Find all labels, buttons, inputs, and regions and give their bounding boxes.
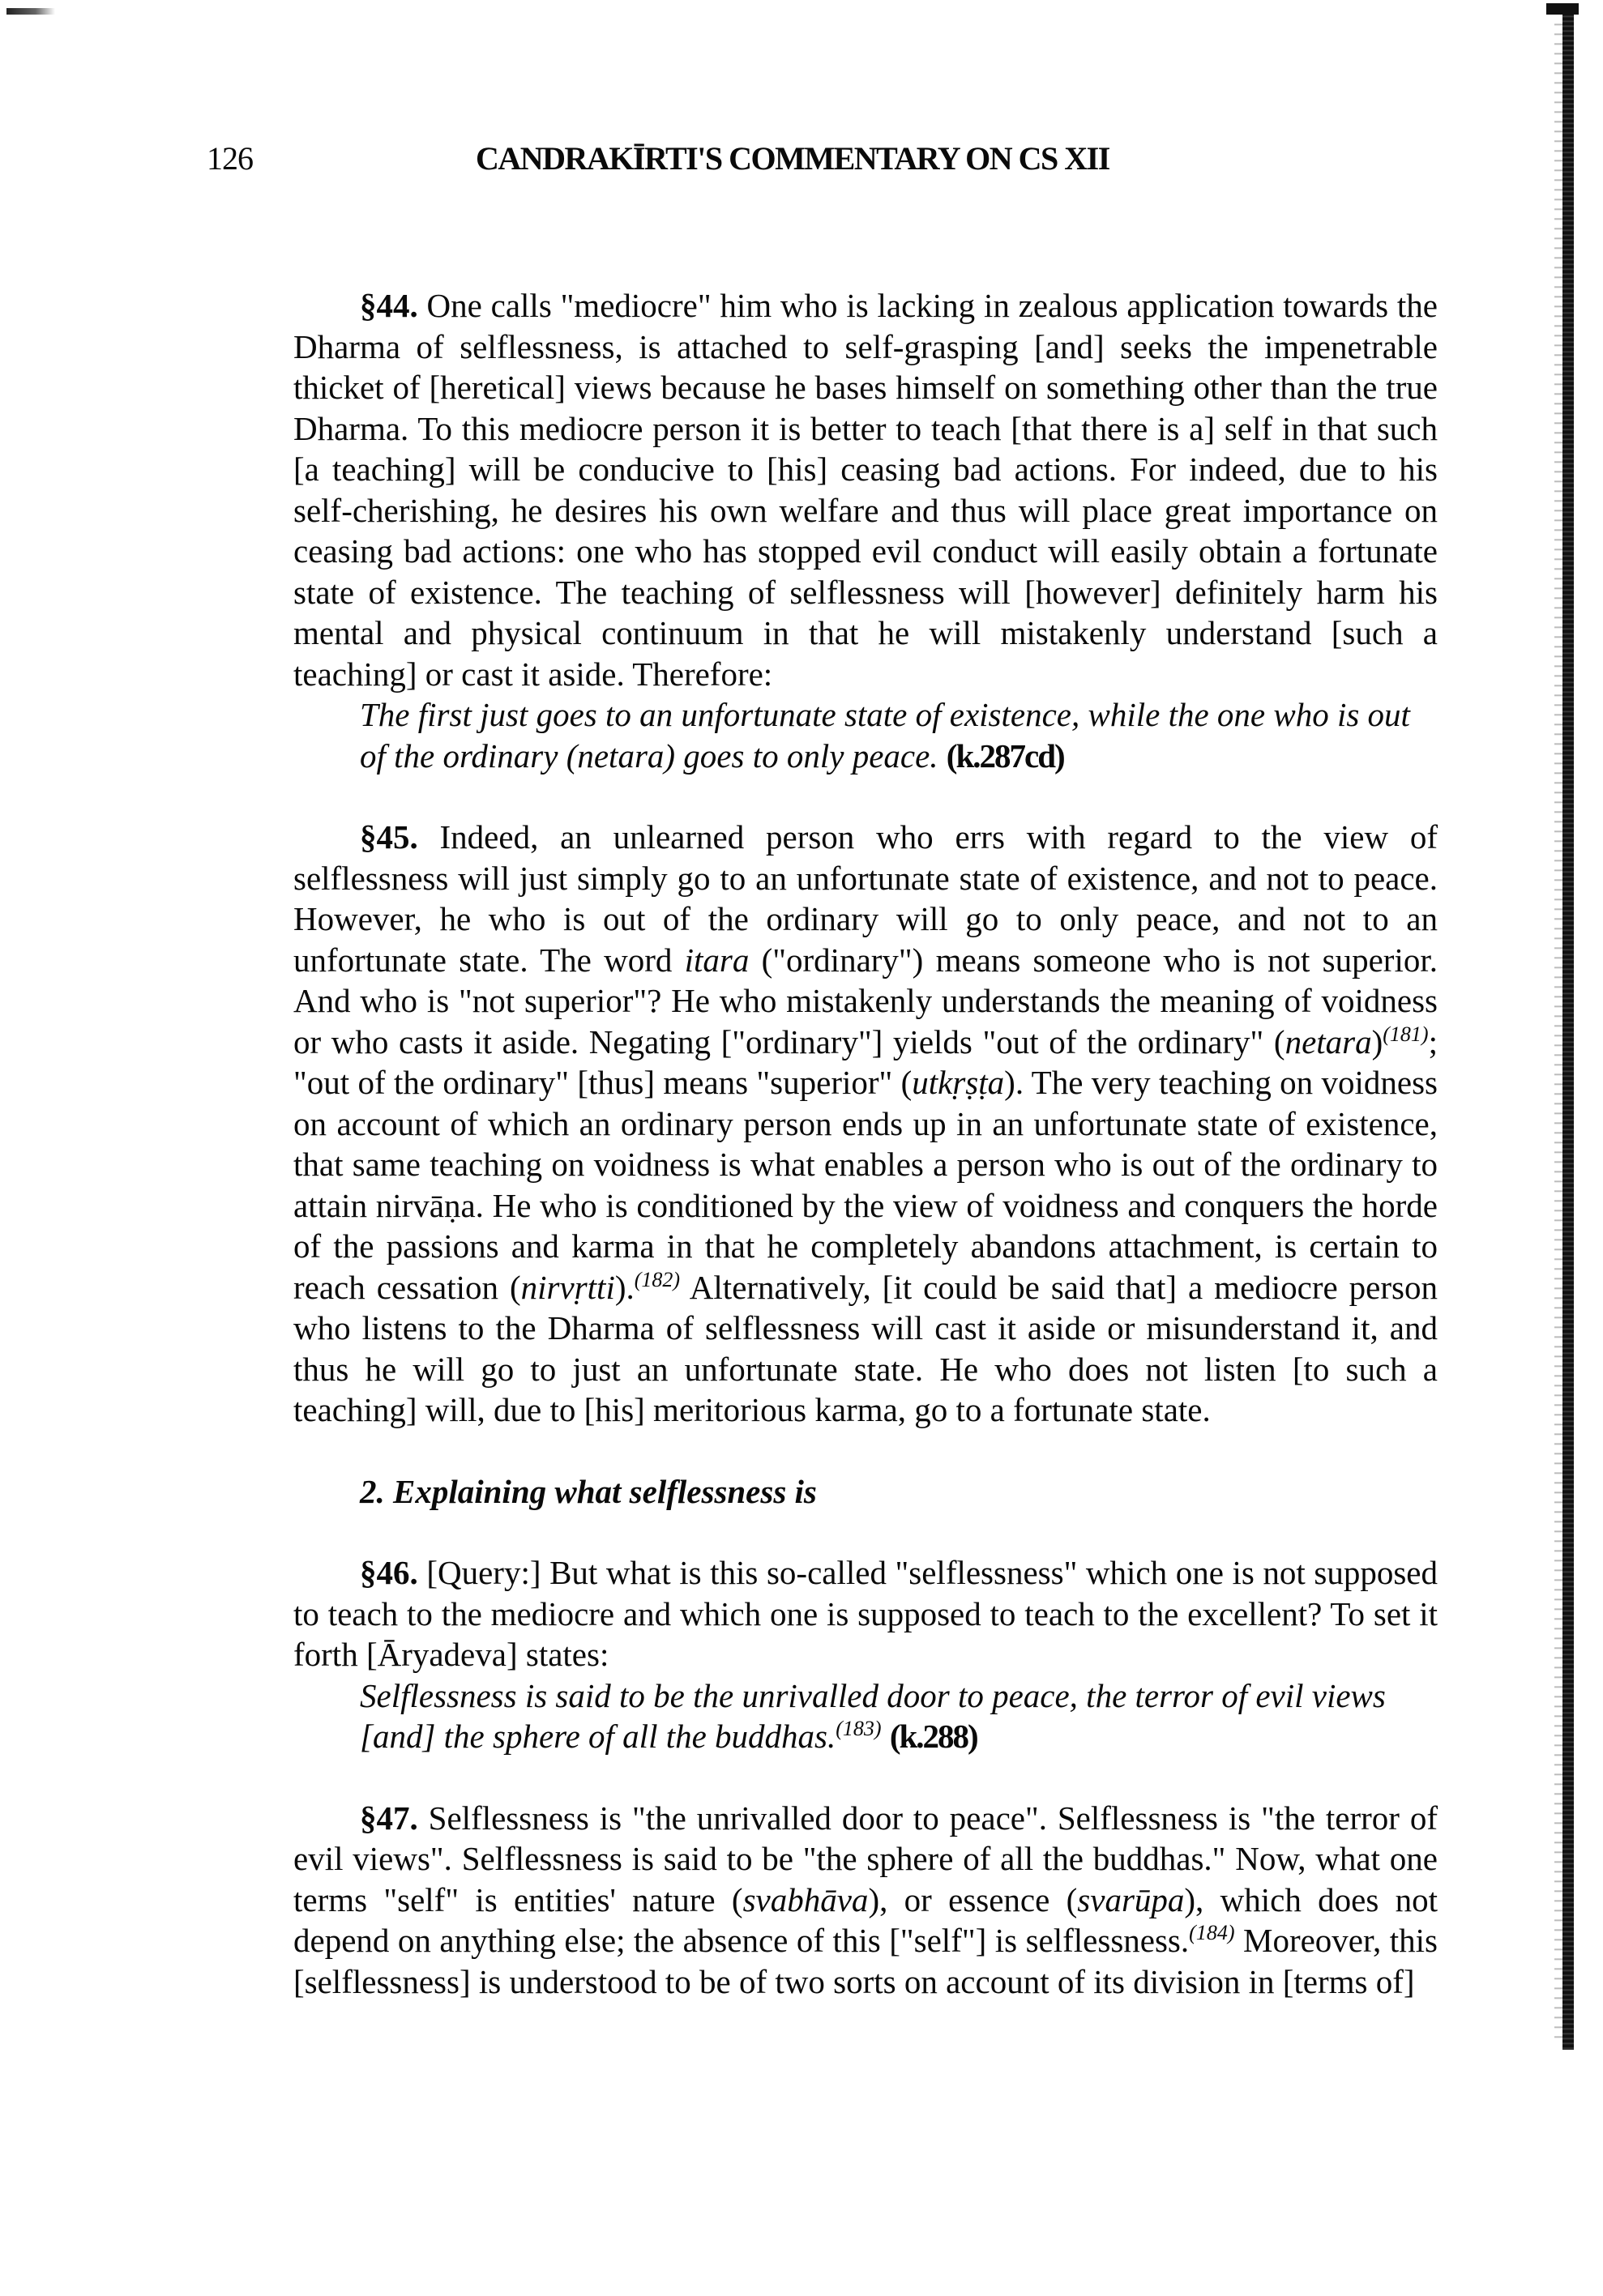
verse-k288 bbox=[293, 1675, 1438, 1757]
running-title: CANDRAKĪRTI'S COMMENTARY ON CS XII bbox=[476, 140, 1109, 177]
verse-k287cd bbox=[293, 694, 1438, 776]
paragraph-text: ). bbox=[614, 1268, 635, 1306]
section-label: §44. bbox=[360, 287, 418, 324]
page-number: 126 bbox=[207, 140, 253, 177]
verse-text: The first just goes to an unfortunate state of existence, while the one who is out of the ordinary (netara) goes to only peace. bbox=[360, 696, 1410, 775]
paragraph-46 bbox=[293, 1552, 1438, 1675]
paragraph-44 bbox=[293, 285, 1438, 694]
paragraph-47 bbox=[293, 1798, 1438, 2003]
paragraph-text: ), which does not depend on anything else; the absence of this ["self"] is selflessness. bbox=[293, 1880, 1438, 1959]
verse-reference: (k.287cd) bbox=[946, 736, 1064, 775]
sanskrit-term: nirvṛtti bbox=[520, 1268, 615, 1306]
footnote-ref-184[interactable]: (184) bbox=[1189, 1921, 1235, 1944]
scan-binding-shadow bbox=[1554, 16, 1562, 2042]
verse-text: Selflessness is said to be the unrivalled door to peace, the terror of evil views [and] the sphere of all the buddhas. bbox=[360, 1676, 1386, 1755]
paragraph-text: Selflessness is "the unrivalled door to peace". Selflessness is "the terror of evil views". Selflessness is said to be "the sphere of all the buddhas." Now, what one terms "self" is entities' nature ( bbox=[293, 1799, 1438, 1918]
spacer bbox=[293, 1512, 1438, 1552]
spacer bbox=[293, 1431, 1438, 1471]
scan-binding-edge bbox=[1562, 3, 1574, 2050]
footnote-ref-183[interactable]: (183) bbox=[836, 1717, 882, 1740]
sanskrit-term: utkṛṣṭa bbox=[912, 1064, 1005, 1101]
paragraph-text: ("ordinary") means someone who is not superior. And who is "not superior"? He who mistakenly understands the meaning of voidness or who casts it aside. Negating ["ordinary"] yields "out of the ordinary" ( bbox=[293, 941, 1438, 1061]
section-label: §46. bbox=[360, 1554, 418, 1591]
paragraph-text: ) bbox=[1371, 1022, 1383, 1061]
paragraph-text: ). The very teaching on voidness on account of which an ordinary person ends up in an unfortunate state of existence, that same teaching on voidness is what enables a person who is out of the ordinary to attain nirvāṇa. He who is conditioned by the view of voidness and conquers the horde of the passions and karma in that he completely abandons attachment, is certain to reach cessation ( bbox=[293, 1064, 1438, 1306]
section-label: §45. bbox=[360, 818, 418, 856]
sanskrit-term: netara bbox=[1285, 1022, 1372, 1061]
section-label: §47. bbox=[360, 1799, 418, 1837]
spacer bbox=[293, 1757, 1438, 1798]
footnote-ref-181[interactable]: (181) bbox=[1383, 1022, 1429, 1046]
section-heading: 2. Explaining what selflessness is bbox=[360, 1472, 817, 1510]
running-head bbox=[207, 139, 1422, 180]
paragraph-text: [Query:] But what is this so-called "selflessness" which one is not supposed to teach to the mediocre and which one is supposed to teach to the excellent? To set it forth [Āryadeva] states: bbox=[293, 1554, 1438, 1673]
scan-corner-mark bbox=[6, 8, 55, 15]
paragraph-text: One calls "mediocre" him who is lacking in zealous application towards the Dharma of selflessness, is attached to self-grasping [and] seeks the impenetrable thicket of [heretical] views because he bases himself on something other than the true Dharma. To this mediocre person it is better to teach [that there is a] self in that such [a teaching] will be conducive to [his] ceasing bad actions. For indeed, due to his self-cherishing, he desires his own welfare and thus will place great importance on ceasing bad actions: one who has stopped evil conduct will easily obtain a fortunate state of existence. The teaching of selflessness will [however] definitely harm his mental and physical continuum in that he will mistakenly understand [such a teaching] or cast it aside. Therefore: bbox=[293, 287, 1438, 693]
paragraph-text: Indeed, an unlearned person who errs with regard to the view of selflessness will just simply go to an unfortunate state of existence, and not to peace. However, he who is out of the ordinary will go to only peace, and not to an unfortunate state. The word bbox=[293, 818, 1438, 979]
footnote-ref-182[interactable]: (182) bbox=[634, 1267, 681, 1291]
paragraph-text: Alternatively, [it could be said that] a mediocre person who listens to the Dharma of selflessness will cast it aside or misunderstand it, and thus he will go to just an unfortunate state. He who does not listen [to such a teaching] will, due to [his] meritorious karma, go to a fortunate state. bbox=[293, 1268, 1438, 1428]
paragraph-45 bbox=[293, 817, 1438, 1431]
verse-reference: (k.288) bbox=[889, 1718, 977, 1755]
paragraph-text: Moreover, this [selflessness] is understood to be of two sorts on account of its division in [terms of] bbox=[293, 1922, 1438, 2000]
paragraph-text: ; "out of the ordinary" [thus] means "superior" ( bbox=[293, 1022, 1438, 1101]
paragraph-text: ), or essence ( bbox=[868, 1880, 1078, 1918]
sanskrit-term: svarūpa bbox=[1077, 1880, 1185, 1918]
body-text bbox=[293, 285, 1438, 2002]
spacer bbox=[293, 776, 1438, 817]
sanskrit-term: svabhāva bbox=[742, 1880, 869, 1918]
sanskrit-term: itara bbox=[684, 941, 750, 979]
